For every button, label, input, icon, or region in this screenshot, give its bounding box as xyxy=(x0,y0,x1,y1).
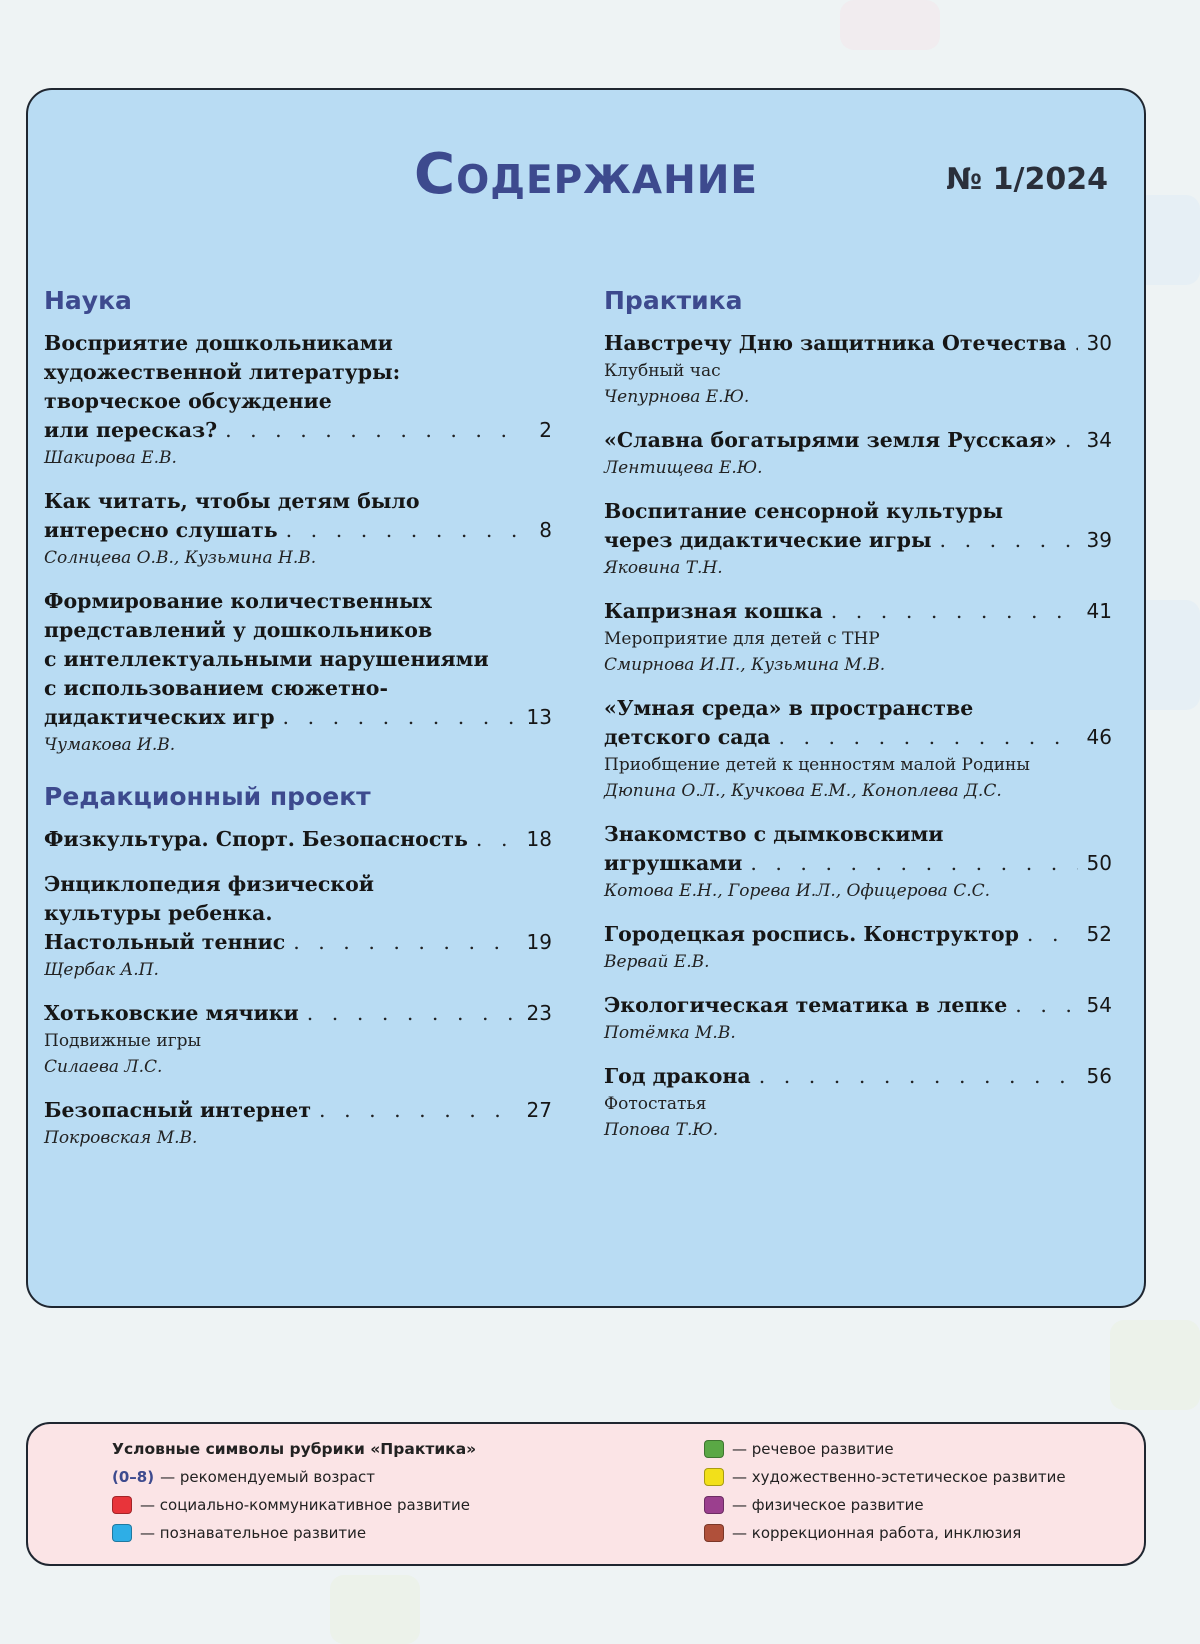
entry-author: Солнцева О.В., Кузьмина Н.В. xyxy=(44,548,317,568)
toc-entry[interactable] xyxy=(604,329,1112,410)
entry-author: Попова Т.Ю. xyxy=(604,1120,719,1140)
entry-title-last-line xyxy=(604,426,1112,455)
entry-title-line: Экологическая тематика в лепке xyxy=(604,993,1008,1017)
page-number: 54 xyxy=(1086,993,1112,1017)
entry-title-last-line xyxy=(44,516,552,545)
left-column xyxy=(44,286,552,1167)
dot-leader xyxy=(940,526,1078,555)
entry-title-last-line xyxy=(44,703,552,732)
entry-title-line: Навстречу Дню защитника Отечества xyxy=(604,331,1067,355)
legend-title: Условные символы рубрики «Практика» xyxy=(112,1440,477,1458)
dot-leader xyxy=(778,723,1078,752)
entry-title xyxy=(44,487,552,545)
entry-title xyxy=(44,870,552,957)
page-number: 52 xyxy=(1086,922,1112,946)
entry-title xyxy=(604,1062,1112,1091)
entry-author: Яковина Т.Н. xyxy=(604,558,723,578)
entry-author: Силаева Л.С. xyxy=(44,1057,163,1077)
entry-title-line: Физкультура. Спорт. Безопасность xyxy=(44,827,468,851)
page-number: 18 xyxy=(526,827,552,851)
background-tile xyxy=(840,0,940,50)
toc-entry[interactable] xyxy=(604,426,1112,481)
toc-entry[interactable] xyxy=(44,487,552,571)
dot-leader xyxy=(307,999,518,1028)
entry-title-line: через дидактические игры xyxy=(604,528,932,552)
entry-title-line: детского сада xyxy=(604,725,771,749)
entry-author: Покровская М.В. xyxy=(44,1128,198,1148)
entry-subtitle: Клубный час xyxy=(604,361,721,381)
toc-entry[interactable] xyxy=(604,597,1112,678)
entry-title-line: Формирование количественных xyxy=(44,589,432,613)
toc-entry[interactable] xyxy=(44,329,552,471)
legend-item-text: — социально-коммуникативное развитие xyxy=(140,1496,471,1514)
table-of-contents-panel xyxy=(26,88,1146,1308)
entry-title-last-line xyxy=(44,825,552,854)
page-number: 8 xyxy=(539,518,552,542)
entry-title-last-line xyxy=(44,928,552,957)
dot-leader xyxy=(750,849,1078,878)
page-number: 2 xyxy=(539,418,552,442)
page-number: 50 xyxy=(1086,851,1112,875)
toc-entry[interactable] xyxy=(44,1096,552,1151)
page-number: 30 xyxy=(1086,331,1112,355)
entry-title xyxy=(604,426,1112,455)
legend-age-row xyxy=(112,1468,375,1486)
dot-leader xyxy=(1027,920,1078,949)
entry-author: Потёмка М.В. xyxy=(604,1023,736,1043)
entry-title xyxy=(604,497,1112,555)
entry-title-line: творческое обсуждение xyxy=(44,389,332,413)
entry-title-line: «Славна богатырями земля Русская» xyxy=(604,428,1057,452)
entry-title-line: Как читать, чтобы детям было xyxy=(44,489,420,513)
entry-author: Чепурнова Е.Ю. xyxy=(604,387,750,407)
entry-subtitle: Подвижные игры xyxy=(44,1031,202,1051)
color-swatch-icon xyxy=(704,1496,724,1514)
color-swatch-icon xyxy=(112,1496,132,1514)
entry-author: Дюпина О.Л., Кучкова Е.М., Коноплева Д.С. xyxy=(604,781,1002,801)
page-number: 41 xyxy=(1086,599,1112,623)
color-swatch-icon xyxy=(704,1468,724,1486)
legend-age-text: — рекомендуемый возраст xyxy=(160,1468,376,1486)
entry-title-last-line xyxy=(604,329,1112,358)
legend-item-text: — речевое развитие xyxy=(732,1440,894,1458)
entry-title-line: представлений у дошкольников xyxy=(44,618,433,642)
entry-title-line: Воспитание сенсорной культуры xyxy=(604,499,1004,523)
color-swatch-icon xyxy=(704,1524,724,1542)
entry-title-line: Капризная кошка xyxy=(604,599,823,623)
legend-item xyxy=(112,1496,470,1514)
entry-title-line: игрушками xyxy=(604,851,743,875)
entry-title-last-line xyxy=(44,416,552,445)
entry-title xyxy=(604,820,1112,878)
section-heading: Редакционный проект xyxy=(44,782,371,811)
entry-title-last-line xyxy=(604,723,1112,752)
dot-leader xyxy=(286,516,518,545)
toc-entry[interactable] xyxy=(604,820,1112,904)
page-number: 39 xyxy=(1086,528,1112,552)
dot-leader xyxy=(831,597,1078,626)
entry-title xyxy=(604,920,1112,949)
dot-leader xyxy=(283,703,518,732)
entry-title-line: художественной литературы: xyxy=(44,360,401,384)
entry-title-line: Настольный теннис xyxy=(44,930,286,954)
entry-title-line: интересно слушать xyxy=(44,518,278,542)
right-column xyxy=(604,286,1112,1159)
entry-title-line: или пересказ? xyxy=(44,418,218,442)
entry-title xyxy=(44,1096,552,1125)
dot-leader xyxy=(293,928,518,957)
entry-title-last-line xyxy=(604,1062,1112,1091)
page-number: 13 xyxy=(526,705,552,729)
entry-title-line: с интеллектуальными нарушениями xyxy=(44,647,489,671)
section-heading: Практика xyxy=(604,286,743,315)
section-heading: Наука xyxy=(44,286,132,315)
toc-entry[interactable] xyxy=(604,694,1112,804)
dot-leader xyxy=(319,1096,518,1125)
entry-title-line: Энциклопедия физической xyxy=(44,872,374,896)
toc-entry[interactable] xyxy=(44,587,552,758)
page-number: 23 xyxy=(526,1001,552,1025)
legend-item xyxy=(704,1468,1066,1486)
entry-title-line: Безопасный интернет xyxy=(44,1098,312,1122)
entry-title-line: дидактических игр xyxy=(44,705,275,729)
legend-item xyxy=(112,1524,366,1542)
dot-leader xyxy=(759,1062,1078,1091)
issue-number: № 1/2024 xyxy=(946,162,1108,197)
entry-author: Смирнова И.П., Кузьмина М.В. xyxy=(604,655,886,675)
entry-author: Щербак А.П. xyxy=(44,960,159,980)
toc-entry[interactable] xyxy=(604,497,1112,581)
toc-entry[interactable] xyxy=(44,870,552,983)
entry-title-last-line xyxy=(604,526,1112,555)
entry-title-last-line xyxy=(604,849,1112,878)
page-number: 27 xyxy=(526,1098,552,1122)
entry-title xyxy=(44,329,552,445)
entry-title-last-line xyxy=(44,1096,552,1125)
entry-title-last-line xyxy=(44,999,552,1028)
toc-entry[interactable] xyxy=(44,825,552,854)
entry-author: Шакирова Е.В. xyxy=(44,448,177,468)
entry-title-last-line xyxy=(604,991,1112,1020)
entry-author: Котова Е.Н., Горева И.Л., Офицерова С.С. xyxy=(604,881,991,901)
entry-title xyxy=(44,825,552,854)
toc-entry[interactable] xyxy=(604,991,1112,1046)
page-number: 19 xyxy=(526,930,552,954)
dot-leader xyxy=(225,416,518,445)
dot-leader xyxy=(1015,991,1078,1020)
entry-title-last-line xyxy=(604,920,1112,949)
age-range-symbol: (0–8) xyxy=(112,1468,155,1486)
entry-subtitle: Мероприятие для детей с ТНР xyxy=(604,629,880,649)
entry-author: Чумакова И.В. xyxy=(44,735,176,755)
entry-title xyxy=(44,999,552,1028)
page-number: 34 xyxy=(1086,428,1112,452)
entry-subtitle: Приобщение детей к ценностям малой Родины xyxy=(604,755,1030,775)
legend-item-text: — коррекционная работа, инклюзия xyxy=(732,1524,1022,1542)
entry-author: Вервай Е.В. xyxy=(604,952,710,972)
entry-subtitle: Фотостатья xyxy=(604,1094,707,1114)
entry-title xyxy=(604,329,1112,358)
toc-entry[interactable] xyxy=(44,999,552,1080)
entry-title xyxy=(604,694,1112,752)
toc-entry[interactable] xyxy=(604,1062,1112,1143)
entry-title xyxy=(604,597,1112,626)
entry-title-line: Год дракона xyxy=(604,1064,751,1088)
dot-leader xyxy=(476,825,518,854)
entry-title-line: культуры ребенка. xyxy=(44,901,273,925)
legend-item xyxy=(704,1524,1021,1542)
symbols-legend xyxy=(26,1422,1146,1566)
legend-item-text: — художественно-эстетическое развитие xyxy=(732,1468,1066,1486)
toc-entry[interactable] xyxy=(604,920,1112,975)
page-number: 56 xyxy=(1086,1064,1112,1088)
entry-title-line: Восприятие дошкольниками xyxy=(44,331,393,355)
entry-title-line: с использованием сюжетно- xyxy=(44,676,388,700)
entry-title-line: Хотьковские мячики xyxy=(44,1001,299,1025)
entry-title-line: Городецкая роспись. Конструктор xyxy=(604,922,1019,946)
dot-leader xyxy=(1065,426,1078,455)
page-number: 46 xyxy=(1086,725,1112,749)
entry-title-line: «Умная среда» в пространстве xyxy=(604,696,974,720)
dot-leader xyxy=(1074,329,1078,358)
entry-author: Лентищева Е.Ю. xyxy=(604,458,763,478)
legend-item xyxy=(704,1440,894,1458)
color-swatch-icon xyxy=(704,1440,724,1458)
entry-title xyxy=(604,991,1112,1020)
color-swatch-icon xyxy=(112,1524,132,1542)
legend-item-text: — физическое развитие xyxy=(732,1496,924,1514)
background-tile xyxy=(1110,1320,1200,1410)
entry-title-line: Знакомство с дымковскими xyxy=(604,822,944,846)
entry-title xyxy=(44,587,552,732)
background-tile xyxy=(330,1575,420,1644)
legend-item xyxy=(704,1496,924,1514)
legend-item-text: — познавательное развитие xyxy=(140,1524,367,1542)
entry-title-last-line xyxy=(604,597,1112,626)
page-title: Содержание xyxy=(413,142,759,207)
